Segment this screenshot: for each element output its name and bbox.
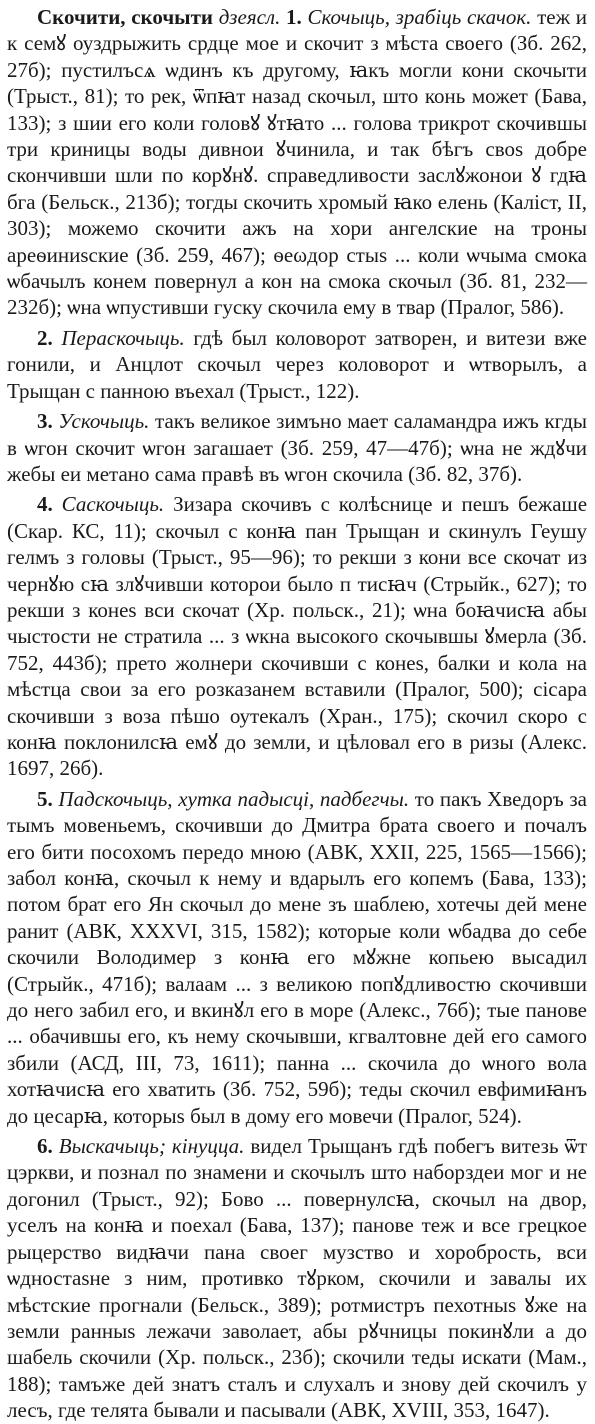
entry-main [7,4,587,321]
sense-number: 6. [37,1134,53,1159]
sense-citations: то пакъ Хведоръ за тымъ мовеньемъ, скочивши до Дмитра брата своего и почалъ его бити посохомъ передо мною (АВК, XXII, 225, 1565—1566); забол конꙗ, скочыл к нему и вдарылъ его копемъ (Бава, 133); потом брат его Ян скочыл до мене зъ шаблею, хотечы дей мене ранит (АВК, XXXVI, 315, 1582); которые коли ѡбадва до себе скочили Володимер з конꙗ его мꙋжне копьею высадил (Стрыйк., 471б); валаам ... з великою попꙋдливостю скочивши до него забил его, и вкинꙋл его в море (Алекс., 76б); тые панове ... обачившы его, къ нему скочывши, кгвалтовне дей его самого збили (АСД, III, 73, 1611); панна ... скочила до ѡного вола хотꙗчисꙗ его хватить (Зб. 752, 59б); теды скочил евфимиꙗнъ до цесарꙗ, которыs был в дому его мовечи (Пралог, 524). [7,786,587,1128]
entry-sense [7,408,587,487]
sense-citations: теж и к семꙋ оуздрыжить срдце мое и скочит з мѣста своего (Зб. 262, 27б); пустилъсѧ ѡдинъ къ другому, ꙗкъ могли кони скочыти (Трыст., 81); то рек, ѿпꙗт назад скочыл, што конь может (Бава, 133); з шии его коли головꙋ ꙋтꙗто ... голова трикрот скочившы три криницы воды дивнои ꙋчинила, и так бѣгъ своs добре скончивши шли по корꙋнꙋ. справедливости заслꙋжонои ꙋ гдꙗ бга (Бельск., 213б); тогды скочить хромый ꙗко елень (Каліст, II, 303); можемо скочити ажъ на хори ангелские на троны ареѳиниsские (Зб. 259, 467); ѳеωдор стыs ... коли ѡчыма смока ѡбачылъ конем повернул а кон на смока скочыл (Зб. 81, 232—232б); ѡна ѡпустивши гуску скочила ему в твар (Пралог, 586). [7,5,588,320]
sense-number: 1. [286,5,302,29]
sense-citations: такъ великое зимъно мает саламандра ижъ кгды в ѡгон скочит ѡгон загашает (Зб. 259, 47—47б); ѡна не ждꙋчи жебы еи метано сама правѣ въ ѡгон скочила (Зб. 82, 37б). [7,409,588,486]
sense-number: 4. [37,492,53,517]
entry-sense [7,491,587,781]
sense-gloss: Скочыць, зрабіць скачок. [307,5,532,29]
sense-gloss: Пераскочыць. [61,325,185,350]
sense-number: 5. [37,786,53,811]
entry-sense [7,786,587,1129]
grammar-label: дзеясл. [218,5,281,29]
dictionary-page [7,4,588,1423]
sense-gloss: Ускочыць. [58,409,150,434]
sense-citations: гдѣ был коловорот затворен, и витези вже гонили, и Анцлот скочыл через коловорот и ѡтворылъ, а Трыщан с панною въехал (Трыст., 122). [7,325,587,403]
sense-gloss: Выскачыць; кінуцца. [58,1134,245,1159]
sense-gloss: Саскочыць. [61,492,165,517]
sense-number: 2. [37,325,53,350]
sense-gloss: Падскочыць, хутка падысці, падбегчы. [58,786,410,811]
sense-citations: Зизара скочивъ с колѣснице и пешъ бежаше (Скар. КС, 11); скочыл с конꙗ пан Трыщан и скинулъ Геушу гелмъ з головы (Трыст., 95—96); то рекши з кони все скочат из чернꙋю сꙗ злꙋчивши которои было п тисꙗч (Стрыйк., 627); то рекши з конеs вси скочат (Хр. польск., 21); ѡна боꙗчисꙗ абы чыстости не стратила ... з ѡкна высокого скочывшы ꙋмерла (Зб. 752, 443б); прето жолнери скочивши с конеs, балки и кола на мѣстца свои за его розказанем вставили (Пралог, 500); сісара скочивши з воза пѣшо оутекалъ (Хран., 175); скочил скоро с конꙗ поклонилсꙗ емꙋ до земли, и цѣловал его в ризы (Алекс. 1697, 26б). [7,492,588,781]
entry-sense [7,325,587,404]
sense-number: 3. [37,409,53,434]
entry-sense [7,1133,587,1423]
sense-citations: видел Трыщанъ гдѣ побегъ витезь ѿт цэркви, и познал по знамени и скочылъ што наборздеи мог и не догонил (Трыст., 92); Бово ... повернулсꙗ, скочыл на двор, уселъ на конꙗ и поехал (Бава, 137); панове теж и все грецкое рыцерство видꙗчи пана своег музство и хоробрость, вси ѡдностаsне з ним, противко тꙋрком, скочили и завалы их мѣстские прогнали (Бельск., 389); ротмистръ пехотныs ꙋже на земли ранныs лежачи заволает, абы рꙋчницы покинꙋли а до шабель скочили (Хр. польск., 23б); скочили теды искати (Мам., 188); тамъже дей знатъ сталъ и слухалъ и знову дей скочилъ у лесъ, где телята бывали и пасывали (АВК, XVIII, 353, 1647). [7,1134,588,1423]
headword: Скочити, скочыти [37,5,213,29]
